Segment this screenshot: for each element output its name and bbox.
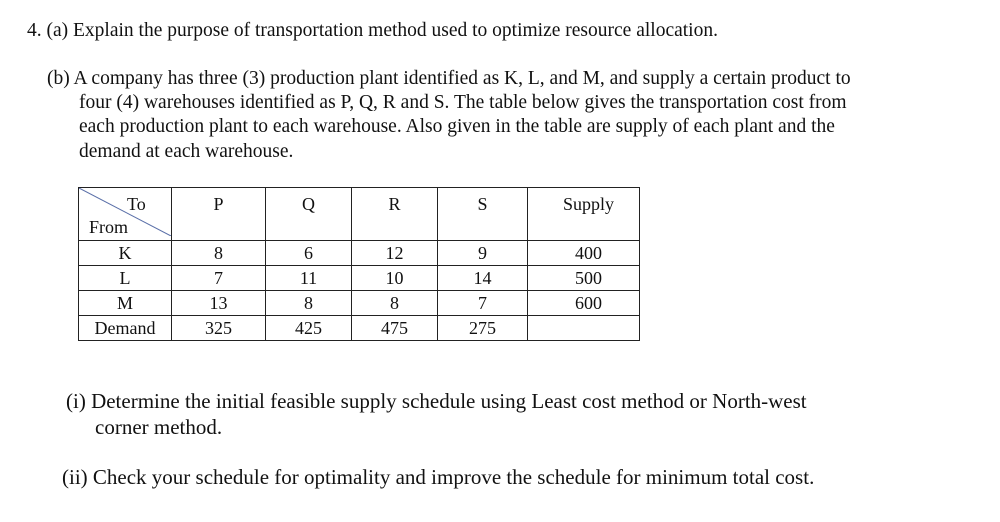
- column-header-q: Q: [266, 188, 352, 241]
- cost-cell: 11: [266, 266, 352, 291]
- corner-to-label: To: [127, 194, 146, 214]
- cost-cell: 8: [266, 291, 352, 316]
- table-row: [79, 291, 640, 316]
- table-header-row: [79, 188, 640, 241]
- sub-question-i-line-1: (i) Determine the initial feasible supply schedule using Least cost method or North-west: [66, 389, 807, 413]
- question-part-b-line-1: (b) A company has three (3) production plant identified as K, L, and M, and supply a certain product to: [47, 68, 851, 89]
- cost-cell: 8: [352, 291, 438, 316]
- question-part-a: 4. (a) Explain the purpose of transportation method used to optimize resource allocation.: [27, 20, 718, 41]
- cost-cell: 7: [172, 266, 266, 291]
- demand-label: Demand: [79, 316, 172, 341]
- cost-cell: 12: [352, 241, 438, 266]
- demand-supply-empty-cell: [528, 316, 640, 341]
- row-label-l: L: [79, 266, 172, 291]
- cost-cell: 10: [352, 266, 438, 291]
- row-label-k: K: [79, 241, 172, 266]
- sub-question-i-line-2: corner method.: [95, 415, 223, 439]
- demand-cell: 425: [266, 316, 352, 341]
- supply-cell: 400: [528, 241, 640, 266]
- table-row: [79, 266, 640, 291]
- question-part-b-line-3: each production plant to each warehouse. Also given in the table are supply of each plant and the: [79, 116, 835, 137]
- supply-cell: 600: [528, 291, 640, 316]
- demand-row: [79, 316, 640, 341]
- question-part-b-line-4: demand at each warehouse.: [79, 141, 294, 162]
- cost-cell: 6: [266, 241, 352, 266]
- demand-cell: 275: [438, 316, 528, 341]
- supply-cell: 500: [528, 266, 640, 291]
- cost-cell: 13: [172, 291, 266, 316]
- cost-cell: 14: [438, 266, 528, 291]
- column-header-s: S: [438, 188, 528, 241]
- row-label-m: M: [79, 291, 172, 316]
- column-header-supply: Supply: [528, 188, 640, 241]
- corner-from-label: From: [89, 217, 129, 237]
- table-row: [79, 241, 640, 266]
- question-part-b-line-2: four (4) warehouses identified as P, Q, R and S. The table below gives the transportation cost from: [79, 92, 847, 113]
- demand-cell: 475: [352, 316, 438, 341]
- table-corner-cell: [79, 188, 172, 241]
- column-header-r: R: [352, 188, 438, 241]
- column-header-p: P: [172, 188, 266, 241]
- cost-cell: 7: [438, 291, 528, 316]
- demand-cell: 325: [172, 316, 266, 341]
- cost-cell: 8: [172, 241, 266, 266]
- sub-question-ii: (ii) Check your schedule for optimality and improve the schedule for minimum total cost.: [62, 465, 815, 489]
- cost-cell: 9: [438, 241, 528, 266]
- transportation-cost-table: [78, 187, 640, 341]
